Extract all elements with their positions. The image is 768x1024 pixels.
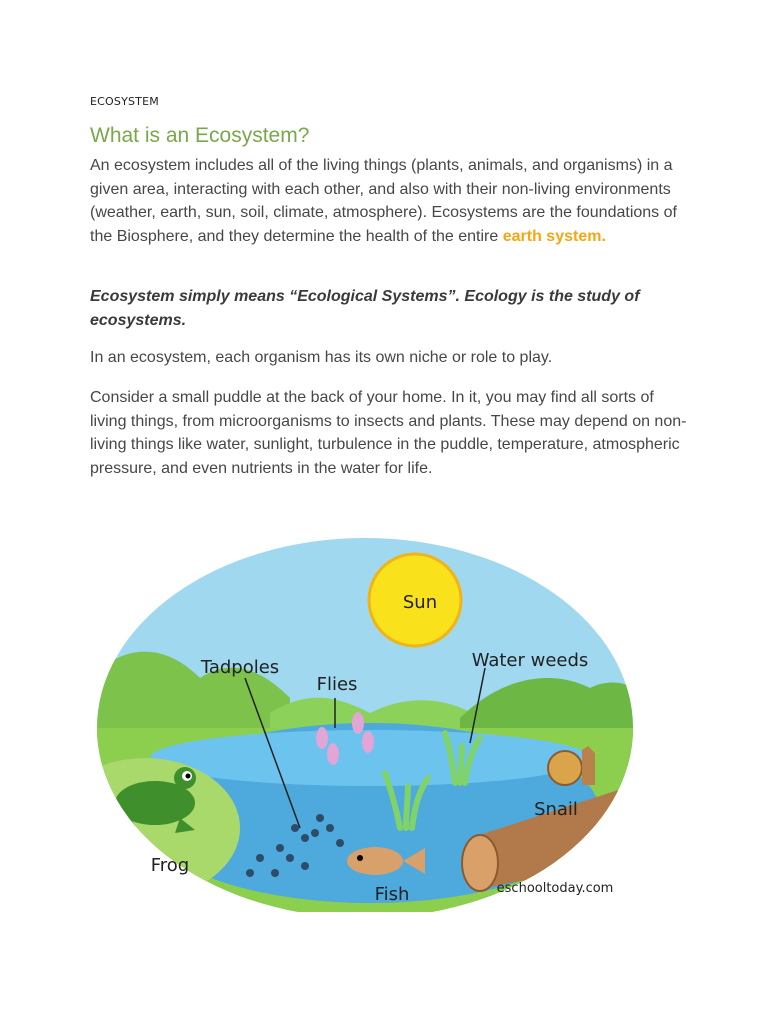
label-fish: Fish bbox=[374, 884, 410, 905]
label-sun: Sun bbox=[402, 592, 438, 613]
paragraph-definition-text: An ecosystem includes all of the living things (plants, animals, and organisms) in a given area, interacting with each other, and also with their non-living environments (weather, earth, sun, soil, climate, atmosphere). Ecosystems are the foundations of the Biosphere, and they determine the health of the entire bbox=[90, 157, 677, 245]
paragraph-puddle: Consider a small puddle at the back of your home. In it, you may find all sorts of living things, from microorganisms to insects and plants. These may depend on non-living things like water, sunlight, turbulence in the puddle, temperature, atmospheric pressure, and even nutrients in the water for life. bbox=[90, 389, 687, 477]
label-water-weeds: Water weeds bbox=[471, 650, 589, 671]
paragraph-ecology-note: Ecosystem simply means “Ecological Systems”. Ecology is the study of ecosystems. bbox=[90, 288, 640, 329]
page-title: What is an Ecosystem? bbox=[90, 124, 310, 147]
earth-system-link[interactable]: earth system. bbox=[502, 227, 606, 245]
paragraph-definition bbox=[90, 154, 690, 248]
ecosystem-illustration bbox=[90, 528, 640, 912]
label-frog: Frog bbox=[150, 855, 190, 876]
section-label: ECOSYSTEM bbox=[90, 95, 159, 108]
paragraph-niche: In an ecosystem, each organism has its own niche or role to play. bbox=[90, 349, 553, 366]
label-snail: Snail bbox=[534, 799, 578, 820]
label-tadpoles: Tadpoles bbox=[200, 657, 280, 678]
label-flies: Flies bbox=[316, 674, 358, 695]
image-credit: eschooltoday.com bbox=[496, 881, 614, 896]
